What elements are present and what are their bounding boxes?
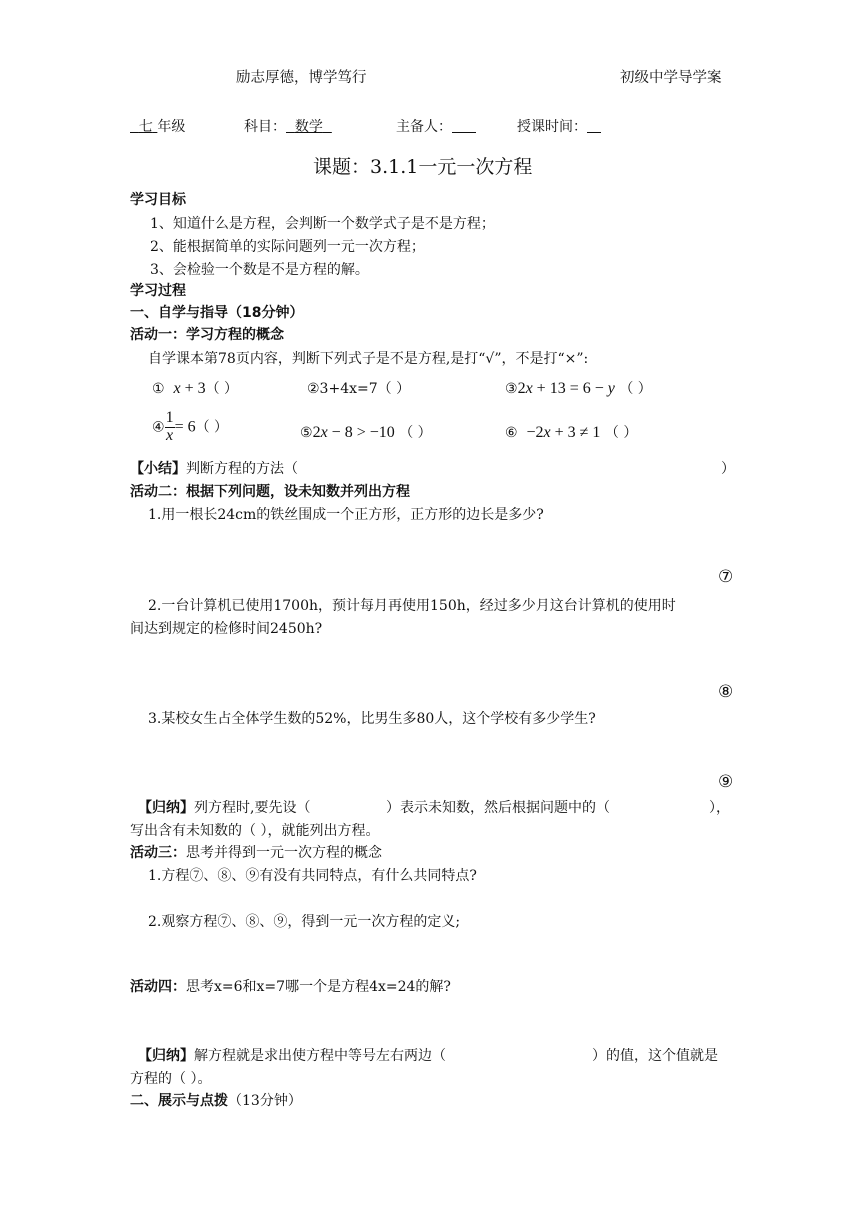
expression-4: ④ $\frac{1}{x}$ = 6（ ） [152,409,229,444]
question-2-line-2: 间达到规定的检修时间2450h? [130,621,323,637]
expression-5: ⑤2x − 8 > −10 （ ） [300,424,432,441]
process-heading: 学习过程 [130,283,186,299]
time-blank [587,118,601,133]
activity-2-summary-mid: ）表示未知数，然后根据问题中的（ [386,800,610,816]
activity-2-summary: 【归纳】列方程时,要先设（ [138,800,311,816]
activity-4-heading: 活动四：思考x=6和x=7哪一个是方程4x=24的解? [130,979,451,995]
subject-value: 数学 [294,119,323,135]
activity-2-summary-end: ）， [709,800,730,816]
activity-4-summary-end: ）的值，这个值就是 [592,1048,718,1064]
expression-6: ⑥ −2x + 3 ≠ 1 （ ） [505,424,638,441]
activity-1-summary: 【小结】判断方程的方法（ [130,461,298,477]
objective-item: 1、知道什么是方程，会判断一个数学式子是不是方程； [150,216,495,232]
section-1-heading: 一、自学与指导（18分钟） [130,305,304,321]
activity-1-heading: 活动一：学习方程的概念 [130,327,284,343]
expression-1: ① x + 3（ ） [152,380,239,397]
activity-3-question-2: 2.观察方程⑦、⑧、⑨，得到一元一次方程的定义; [148,914,461,930]
objectives-heading: 学习目标 [130,192,186,208]
expression-3: ③2x + 13 = 6 − y （ ） [505,380,652,397]
activity-3-question-1: 1.方程⑦、⑧、⑨有没有共同特点，有什么共同特点? [148,868,477,884]
grade-label: 年级 [157,119,186,135]
activity-2-summary-line-2: 写出含有未知数的（ ），就能列出方程。 [130,823,380,839]
equation-mark-9: ⑨ [718,772,734,792]
activity-1-intro: 自学课本第78页内容，判断下列式子是不是方程,是打“√”，不是打“×”: [148,351,589,367]
time-label: 授课时间： [517,119,587,135]
activity-4-summary-line-2: 方程的（ ）。 [130,1071,212,1087]
objective-item: 3、会检验一个数是不是方程的解。 [150,262,369,278]
activity-2-heading: 活动二：根据下列问题，设未知数并列出方程 [130,484,410,500]
subject-label: 科目： [244,119,286,135]
activity-3-heading: 活动三：思考并得到一元一次方程的概念 [130,845,382,861]
preparer-blank [452,118,476,133]
question-2-line-1: 2.一台计算机已使用1700h，预计每月再使用150h，经过多少月这台计算机的使用时 [148,598,676,614]
equation-mark-8: ⑧ [718,682,734,702]
header-doc-type: 初级中学导学案 [620,70,722,86]
activity-4-summary: 【归纳】解方程就是求出使方程中等号左右两边（ [138,1048,446,1064]
section-2-heading: 二、展示与点拨（13分钟） [130,1093,302,1109]
time-field [517,116,601,136]
objective-item: 2、能根据简单的实际问题列一元一次方程； [150,239,425,255]
question-3: 3.某校女生占全体学生数的52%，比男生多80人，这个学校有多少学生? [148,711,596,727]
expression-2: ②3+4x=7（ ） [307,381,411,397]
preparer-field [396,116,476,136]
page-title: 课题：3.1.1一元一次方程 [313,156,533,178]
question-1: 1.用一根长24cm的铁丝围成一个正方形，正方形的边长是多少? [148,507,544,523]
activity-1-summary-close: ） [721,461,735,477]
subject-field [244,116,332,136]
equation-mark-7: ⑦ [718,567,734,587]
preparer-label: 主备人： [396,119,452,135]
grade-value: 七 [138,119,153,135]
info-line [130,116,185,136]
header-motto: 励志厚德，博学笃行 [236,70,367,86]
